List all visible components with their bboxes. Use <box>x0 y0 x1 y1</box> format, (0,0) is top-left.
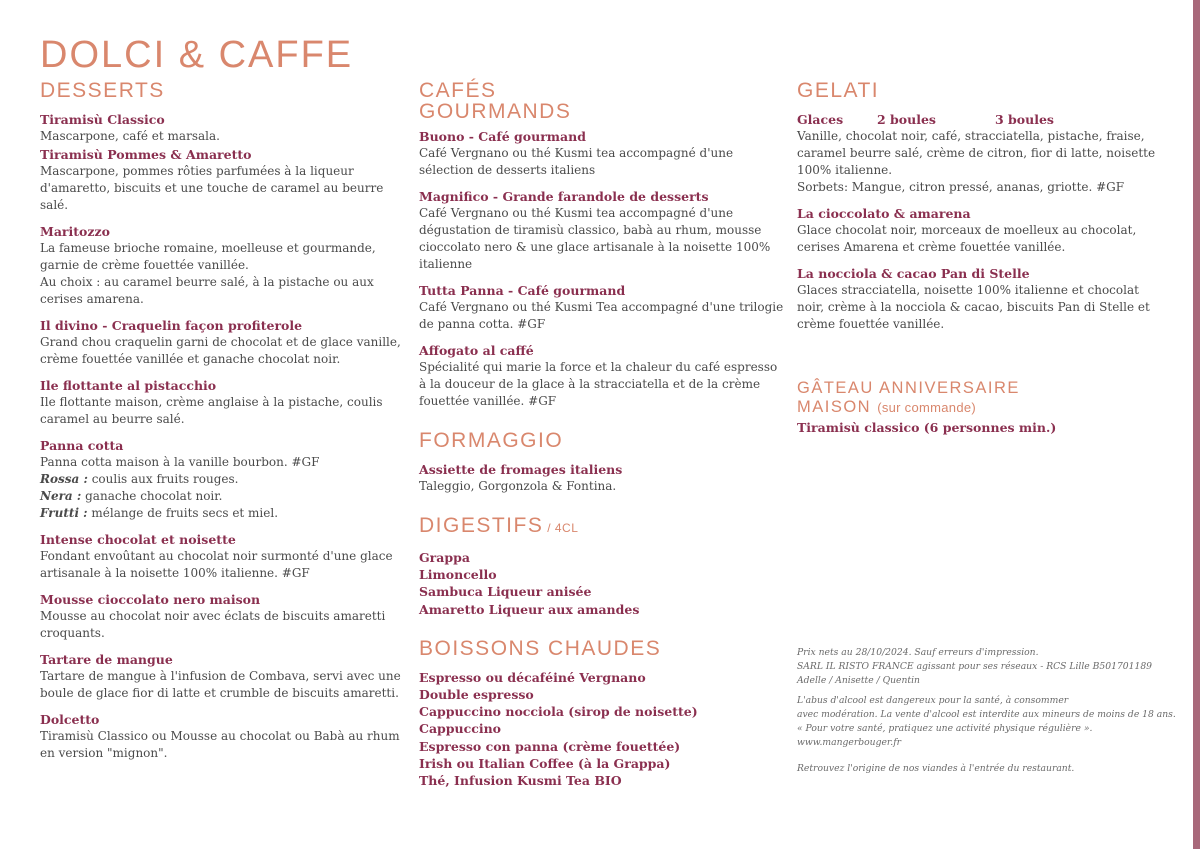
menu-item <box>40 651 408 702</box>
menu-item <box>40 437 408 522</box>
list-item: Grappa <box>419 550 470 565</box>
list-item: Amaretto Liqueur aux amandes <box>419 601 640 617</box>
item-name: Intense chocolat et noisette <box>40 532 236 547</box>
menu-item <box>419 282 784 333</box>
item-description: Vanille, chocolat noir, café, stracciatella, pistache, fraise, caramel beurre salé, crème de citron, fior di latte, noisette 100% italienne. Sorbets: Mangue, citron pressé, ananas, griotte. #GF <box>797 129 1156 194</box>
menu-item <box>419 188 784 273</box>
list-item: Espresso con panna (crème fouettée) <box>419 738 681 754</box>
item-name: Tartare de mangue <box>40 652 173 667</box>
gelati-heading: GELATI <box>797 79 880 102</box>
variant-label: Frutti : <box>40 506 88 520</box>
item-description: Spécialité qui marie la force et la chaleur du café espresso à la douceur de la glace à la stracciatella et de la crème fouettée vanillée. #GF <box>419 360 778 408</box>
item-name: La nocciola & cacao Pan di Stelle <box>797 266 1030 281</box>
glaces-header <box>797 111 1167 128</box>
item-description: Café Vergnano ou thé Kusmi Tea accompagné d'une trilogie de panna cotta. #GF <box>419 300 784 331</box>
scoops-2-label: 2 boules <box>877 112 936 127</box>
digestifs-heading: DIGESTIFS / 4CL <box>419 514 579 537</box>
menu-item <box>419 461 784 495</box>
menu-item <box>797 205 1167 256</box>
list-item: Espresso ou décaféiné Vergnano <box>419 669 646 685</box>
item-name: Tutta Panna - Café gourmand <box>419 283 626 298</box>
list-item: Cappuccino <box>419 721 502 737</box>
menu-item <box>797 111 1167 196</box>
item-description: Mousse au chocolat noir avec éclats de biscuits amaretti croquants. <box>40 609 386 640</box>
scoops-3-label: 3 boules <box>995 112 1054 127</box>
legal-notes <box>797 646 1177 782</box>
menu-item <box>40 111 408 145</box>
alcohol-warning: L'abus d'alcool est dangereux pour la santé, à consommer avec modération. La vente d'alcool est interdite aux mineurs de moins de 18 ans. « Pour votre santé, pratiquez une activité physique régulière ». www.mangerbouger.fr <box>797 695 1176 748</box>
gateau-heading: GÂTEAU ANNIVERSAIRE MAISON (sur commande) <box>797 379 1020 416</box>
menu-item <box>40 377 408 428</box>
item-description: La fameuse brioche romaine, moelleuse et gourmande, garnie de crème fouettée vanillée. Au choix : au caramel beurre salé, à la pistache ou aux cerises amarena. <box>40 241 376 306</box>
item-description: Glace chocolat noir, morceaux de moelleux au chocolat, cerises Amarena et crème fouettée vanillée. <box>797 223 1137 254</box>
menu-item <box>40 317 408 368</box>
item-description: Fondant envoûtant au chocolat noir surmonté d'une glace artisanale à la noisette 100% italienne. #GF <box>40 549 393 580</box>
item-name: Buono - Café gourmand <box>419 129 586 144</box>
list-item: Limoncello <box>419 567 497 583</box>
menu-item <box>40 531 408 582</box>
item-description: Tiramisù Classico ou Mousse au chocolat ou Babà au rhum en version "mignon". <box>40 729 400 760</box>
menu-item <box>419 128 784 179</box>
item-description: Mascarpone, café et marsala. <box>40 129 220 143</box>
item-name: Ile flottante al pistacchio <box>40 378 217 393</box>
menu-item <box>419 342 784 410</box>
page-title: DOLCI & CAFFE <box>40 34 354 76</box>
item-name: Magnifico - Grande farandole de desserts <box>419 189 709 204</box>
item-name: Maritozzo <box>40 224 110 239</box>
variant-label: Nera : <box>40 489 82 503</box>
menu-item <box>40 591 408 642</box>
variant-label: Rossa : <box>40 472 88 486</box>
list-item: Cappuccino nocciola (sirop de noisette) <box>419 704 698 720</box>
item-description: Grand chou craquelin garni de chocolat et de glace vanille, crème fouettée vanillée et ganache chocolat noir. <box>40 335 401 366</box>
item-description: Panna cotta maison à la vanille bourbon. #GF Rossa : coulis aux fruits rouges. Nera : ganache chocolat noir. Frutti : mélange de fruits secs et miel. <box>40 455 320 520</box>
item-name: Mousse cioccolato nero maison <box>40 592 261 607</box>
item-name: Tiramisù Classico <box>40 112 165 127</box>
item-name: Panna cotta <box>40 438 124 453</box>
menu-item <box>40 223 408 308</box>
menu-item <box>797 265 1167 333</box>
gateau-note: (sur commande) <box>877 400 977 415</box>
item-name: Affogato al caffé <box>419 343 534 358</box>
boissons-heading: BOISSONS CHAUDES <box>419 636 662 660</box>
item-description: Café Vergnano ou thé Kusmi tea accompagné d'une dégustation de tiramisù classico, babà au rhum, mousse cioccolato nero & une glace artisanale à la noisette 100% italienne <box>419 206 771 271</box>
item-name: Glaces <box>797 112 844 127</box>
list-item: Irish ou Italian Coffee (à la Grappa) <box>419 755 671 771</box>
cafes-heading: CAFÉS GOURMANDS <box>419 79 572 123</box>
list-item: Sambuca Liqueur anisée <box>419 584 592 600</box>
item-name: Assiette de fromages italiens <box>419 462 623 477</box>
item-name: Dolcetto <box>40 712 100 727</box>
digestifs-volume: / 4CL <box>543 521 579 535</box>
gelati-column <box>797 80 1167 436</box>
list-item: Double espresso <box>419 687 534 703</box>
price-note: Prix nets au 28/10/2024. Sauf erreurs d'impression. SARL IL RISTO FRANCE agissant pour ses réseaux - RCS Lille B501701189 Adelle / Anisette / Quentin <box>797 647 1153 686</box>
boissons-list <box>419 669 784 789</box>
drinks-column <box>419 80 784 789</box>
desserts-heading: DESSERTS <box>40 79 165 102</box>
item-name: Il divino - Craquelin façon profiterole <box>40 318 303 333</box>
digestifs-list <box>419 549 784 618</box>
desserts-column <box>40 80 408 771</box>
item-description: Tartare de mangue à l'infusion de Combava, servi avec une boule de glace fior di latte et crumble de biscuits amaretti. <box>40 669 401 700</box>
right-edge-bar <box>1193 0 1200 849</box>
menu-item <box>40 146 408 214</box>
item-description: Ile flottante maison, crème anglaise à la pistache, coulis caramel au beurre salé. <box>40 395 383 426</box>
list-item: Thé, Infusion Kusmi Tea BIO <box>419 773 622 789</box>
item-name: La cioccolato & amarena <box>797 206 971 221</box>
item-description: Café Vergnano ou thé Kusmi tea accompagné d'une sélection de desserts italiens <box>419 146 734 177</box>
item-description: Mascarpone, pommes rôties parfumées à la liqueur d'amaretto, biscuits et une touche de caramel au beurre salé. <box>40 164 384 212</box>
formaggio-heading: FORMAGGIO <box>419 429 564 452</box>
menu-item <box>40 711 408 762</box>
origin-note: Retrouvez l'origine de nos viandes à l'entrée du restaurant. <box>797 763 1075 774</box>
item-description: Glaces stracciatella, noisette 100% italienne et chocolat noir, crème à la nocciola & cacao, biscuits Pan di Stelle et crème fouettée vanillée. <box>797 283 1150 331</box>
item-description: Taleggio, Gorgonzola & Fontina. <box>419 479 617 493</box>
item-name: Tiramisù classico (6 personnes min.) <box>797 420 1057 435</box>
item-name: Tiramisù Pommes & Amaretto <box>40 147 252 162</box>
